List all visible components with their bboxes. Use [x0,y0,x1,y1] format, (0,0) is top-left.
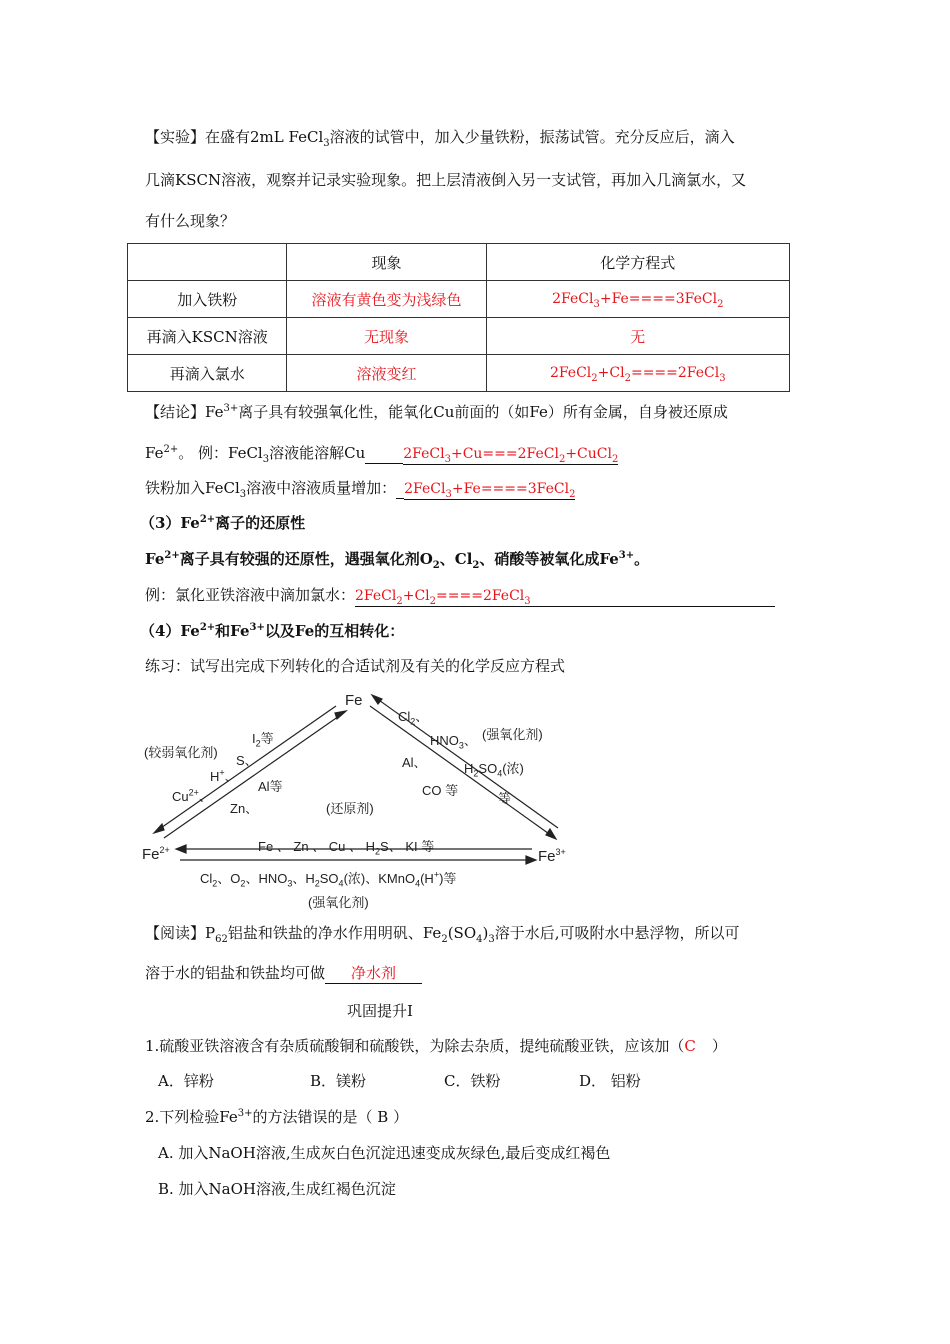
table-cell-phenomenon: 溶液有黄色变为浅绿色 [287,281,486,318]
label-bottom-oxidizers: $Cl_2$、$O_2$、$HNO_3$、$H_2SO_4$(浓)、KMnO$_4$(H+)等 [200,869,457,889]
answer-fecl3-fe: 2FeCl$_3$+Fe====3FeCl$_2$ [404,481,576,500]
conclusion-line2: $Fe^{2+}$。 例：FeCl$_3$溶液能溶解Cu 2FeCl$_3$+Cu===2FeCl$_2$+CuCl$_2$ [145,444,619,465]
question-2: 2.下列检验$Fe^{3+}$的方法错误的是（ B ） [145,1108,409,1126]
label-h2so4: $H_2SO_4$(浓) [464,761,524,779]
label-al-eq: Al等 [258,779,283,794]
experiment-bracket: 【实验】 [145,128,206,146]
arrowhead-fe-top [372,695,382,704]
label-reducer: (还原剂) [326,801,374,816]
arrowhead-fe2 [154,824,164,833]
table-cell-phenomenon: 无现象 [287,318,486,355]
section3-title: $(3)Fe^{2+}$离子的还原性 [140,514,306,532]
reading-line2: 溶于水的铝盐和铁盐均可做 净水剂 [145,963,422,984]
label-hno3: $HNO_3$、 [430,733,477,751]
section4-title: $(4)Fe^{2+}$和$Fe^{3+}$以及Fe的互相转化： [140,622,405,640]
experiment-intro-line3: 有什么现象？ [145,212,236,230]
arrowhead-right [526,856,536,864]
table-header-cell: 现象 [287,244,486,281]
answer-water-purifier: 净水剂 [351,964,397,982]
question-1: 1.硫酸亚铁溶液含有杂质硫酸铜和硫酸铁，为除去杂质，提纯硫酸亚铁，应该加（C ） [145,1037,727,1055]
q2-option-b: B. 加入NaOH溶液,生成红褐色沉淀 [158,1180,396,1198]
label-cu: $Cu^{2+}$、 [172,787,212,804]
table-cell-step: 再滴入氯水 [128,355,287,392]
label-s: S、 [236,753,258,768]
label-bottom-reducers: Fe 、 Zn 、 Cu 、 $H_2S$、 KI 等 [258,839,435,857]
table-cell-phenomenon: 溶液变红 [287,355,486,392]
consolidate-title: 巩固提升Ⅰ [347,1002,413,1020]
table-cell-step: 加入铁粉 [128,281,287,318]
reading-line1: 【阅读】$P_{62}$铝盐和铁盐的净水作用明矾、$Fe_2(SO_4)_3$溶于水后,可吸附水中悬浮物，所以可 [145,924,740,945]
label-weak-oxidizer: (较弱氧化剂) [144,745,218,760]
section3-example: 例：氯化亚铁溶液中滴加氯水：$2FeCl_2+Cl_2====2FeCl_3$ [145,585,775,607]
iron-triangle-diagram [140,688,580,913]
conclusion-line1: 【结论】$Fe^{3+}$离子具有较强氧化性，能氧化Cu前面的（如Fe）所有金属，自身被还原成 [145,403,728,421]
table-cell-equation: $2FeCl_2+Cl_2====2FeCl_3$ [486,355,789,392]
label-i2: $I_2$等 [252,731,274,749]
q1-option-a: A．锌粉 [158,1072,214,1090]
table-row [128,318,790,355]
label-al: Al、 [402,755,427,770]
label-fe3: $Fe^{3+}$ [538,847,566,865]
label-fe: Fe [345,692,363,709]
label-strong-oxidizer-right: (强氧化剂) [482,727,543,742]
answer-fecl3-cu: 2FeCl$_3$+Cu===2FeCl$_2$+CuCl$_2$ [403,446,619,465]
label-cl2: $Cl_2$、 [398,709,429,727]
table-cell-equation: 无 [486,318,789,355]
experiment-table [127,243,790,392]
arrowhead-left [176,845,186,853]
table-row [128,281,790,318]
q1-option-c: C．铁粉 [444,1072,501,1090]
arrowhead-fe3 [546,829,556,839]
label-zn: Zn、 [230,801,259,816]
table-header-cell [128,244,287,281]
q2-option-a: A. 加入NaOH溶液,生成灰白色沉淀迅速变成灰绿色,最后变成红褐色 [158,1144,611,1162]
q1-option-d: D． 铝粉 [579,1072,641,1090]
experiment-intro-line1: 【实验】在盛有2mL FeCl$_3$溶液的试管中，加入少量铁粉，振荡试管。充分反应后，滴入 [145,128,735,149]
q1-answer: C [684,1037,696,1055]
label-bottom-strong-oxidizer: (强氧化剂) [308,895,369,910]
label-deng: 等 [498,791,512,806]
label-fe2: $Fe^{2+}$ [142,845,170,863]
label-co: CO 等 [422,783,459,798]
conclusion-line3: 铁粉加入FeCl$_3$溶液中溶液质量增加： 2FeCl$_3$+Fe====3FeCl$_2$ [145,479,576,500]
label-h: H+、 [210,767,238,784]
q1-option-b: B．镁粉 [310,1072,367,1090]
experiment-intro-line2: 几滴KSCN溶液，观察并记录实验现象。把上层清液倒入另一支试管，再加入几滴氯水，又 [145,171,747,189]
table-cell-step: 再滴入KSCN溶液 [128,318,287,355]
section4-practice: 练习：试写出完成下列转化的合适试剂及有关的化学反应方程式 [145,657,566,675]
table-row [128,355,790,392]
table-cell-equation: 2FeCl$_3$+Fe====3FeCl$_2$ [486,281,789,318]
section3-statement: $Fe^{2+}$离子具有较强的还原性，遇强氧化剂$O_2$、$Cl_2$、硝酸等被氧化成$Fe^{3+}$。 [145,550,650,571]
table-header-row [128,244,790,281]
table-header-cell: 化学方程式 [486,244,789,281]
arrowhead-fe [335,711,346,719]
answer-fecl2-cl2: $2FeCl_2+Cl_2====2FeCl_3$ [355,586,775,607]
